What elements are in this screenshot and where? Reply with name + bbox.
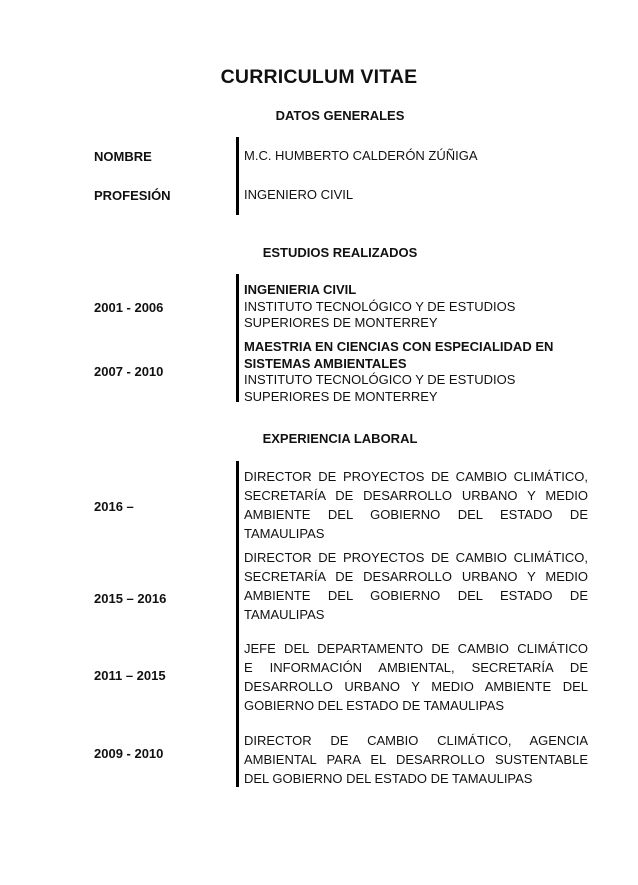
job-entry xyxy=(244,548,588,624)
section-heading-general: DATOS GENERALES xyxy=(275,108,405,123)
job-entry xyxy=(244,731,588,788)
divider-studies xyxy=(236,274,239,402)
study-school-line: INSTITUTO TECNOLÓGICO Y DE ESTUDIOS xyxy=(244,372,516,387)
job-line: AMBIENTAL PARA EL DESARROLLO SUSTENTABLE xyxy=(244,752,588,767)
profession-value: INGENIERO CIVIL xyxy=(244,187,354,202)
study-school-line: SUPERIORES DE MONTERREY xyxy=(244,388,438,404)
profession-label: PROFESIÓN xyxy=(94,188,171,203)
study-school-line: INSTITUTO TECNOLÓGICO Y DE ESTUDIOS xyxy=(244,298,516,314)
section-heading-studies: ESTUDIOS REALIZADOS xyxy=(262,245,418,260)
job-entry xyxy=(244,467,588,543)
job-line: TAMAULIPAS xyxy=(244,607,325,622)
study-years: 2001 - 2006 xyxy=(94,300,164,315)
job-line: DIRECTOR DE CAMBIO CLIMÁTICO, AGENCIA xyxy=(244,733,588,748)
study-title: SISTEMAS AMBIENTALES xyxy=(244,355,407,371)
divider-experience xyxy=(236,461,239,787)
job-line: DIRECTOR DE PROYECTOS DE CAMBIO CLIMÁTICO, xyxy=(244,550,588,565)
job-line: GOBIERNO DEL ESTADO DE TAMAULIPAS xyxy=(244,698,505,713)
study-years: 2007 - 2010 xyxy=(94,364,164,379)
document-title: CURRICULUM VITAE xyxy=(220,66,418,88)
job-line: AMBIENTE DEL GOBIERNO DEL ESTADO DE xyxy=(244,507,588,522)
job-years: 2009 - 2010 xyxy=(94,746,164,761)
divider-general xyxy=(236,137,239,215)
section-heading-experience: EXPERIENCIA LABORAL xyxy=(262,431,418,446)
study-title: MAESTRIA EN CIENCIAS CON ESPECIALIDAD EN xyxy=(244,339,554,354)
job-line: TAMAULIPAS xyxy=(244,526,325,541)
study-entry xyxy=(244,282,515,332)
job-years: 2011 – 2015 xyxy=(94,668,166,683)
job-years: 2016 – xyxy=(94,499,134,514)
job-years: 2015 – 2016 xyxy=(94,591,167,606)
job-line: SECRETARÍA DE DESARROLLO URBANO Y MEDIO xyxy=(244,488,588,503)
job-line: DESARROLLO URBANO Y MEDIO AMBIENTE DEL xyxy=(244,679,588,694)
job-line: DEL GOBIERNO DEL ESTADO DE TAMAULIPAS xyxy=(244,771,533,786)
job-line: AMBIENTE DEL GOBIERNO DEL ESTADO DE xyxy=(244,588,588,603)
name-label: NOMBRE xyxy=(94,149,152,164)
job-line: E INFORMACIÓN AMBIENTAL, SECRETARÍA DE xyxy=(244,660,588,675)
job-line: SECRETARÍA DE DESARROLLO URBANO Y MEDIO xyxy=(244,569,588,584)
job-entry xyxy=(244,639,588,715)
job-line: DIRECTOR DE PROYECTOS DE CAMBIO CLIMÁTICO, xyxy=(244,469,588,484)
study-entry xyxy=(244,339,553,405)
name-value: M.C. HUMBERTO CALDERÓN ZÚÑIGA xyxy=(244,148,478,163)
study-title: INGENIERIA CIVIL xyxy=(244,282,357,297)
study-school-line: SUPERIORES DE MONTERREY xyxy=(244,315,438,330)
job-line: JEFE DEL DEPARTAMENTO DE CAMBIO CLIMÁTICO xyxy=(244,641,588,656)
